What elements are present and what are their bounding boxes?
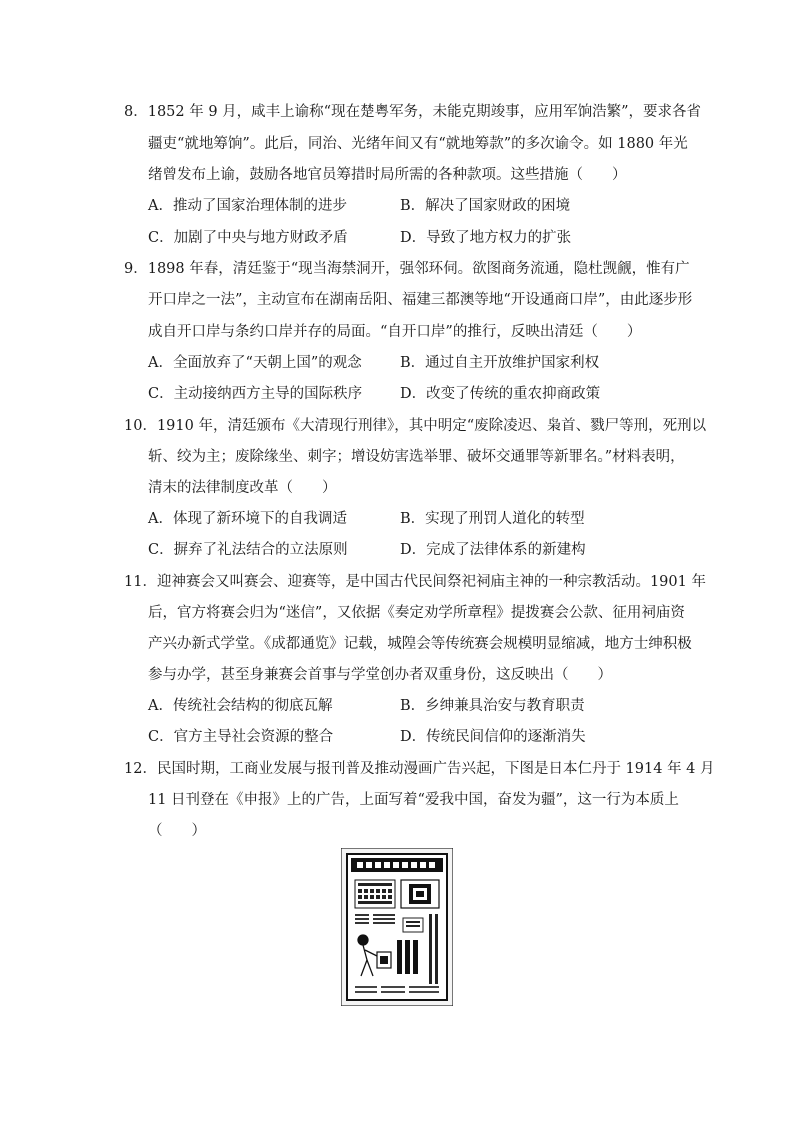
option-d: D．完成了法律体系的新建构: [400, 542, 586, 558]
option-c: C．官方主导社会资源的整合: [148, 729, 334, 745]
question-text: 8．1852 年 9 月，咸丰上谕称“现在楚粤军务，未能克期竣事，应用军饷浩繁”，要求各省: [124, 104, 702, 120]
question-text: 后，官方将赛会归为“迷信”，又依据《奏定劝学所章程》提拨赛会公款、征用祠庙资: [148, 605, 685, 621]
newspaper-ad-illustration: [341, 848, 453, 1006]
question-text: 疆吏“就地筹饷”。此后，同治、光绪年间又有“就地筹款”的多次谕令。如 1880 年光: [148, 136, 688, 152]
option-b: B．通过自主开放维护国家利权: [400, 355, 600, 371]
option-a: A．体现了新环境下的自我调适: [148, 511, 347, 527]
option-b: B．实现了刑罚人道化的转型: [400, 511, 585, 527]
question-text: 产兴办新式学堂。《成都通览》记载，城隍会等传统赛会规模明显缩减，地方士绅积极: [148, 636, 692, 652]
option-a: A．传统社会结构的彻底瓦解: [148, 698, 333, 714]
question-text: 开口岸之一法”，主动宣布在湖南岳阳、福建三都澳等地“开设通商口岸”，由此逐步形: [148, 292, 693, 308]
question-text: 绪曾发布上谕，鼓励各地官员筹措时局所需的各种款项。这些措施（ ）: [148, 167, 627, 183]
question-text: 11．迎神赛会又叫赛会、迎赛等，是中国古代民间祭祀祠庙主神的一种宗教活动。1901 年: [124, 574, 706, 590]
option-a: A．推动了国家治理体制的进步: [148, 198, 347, 214]
option-c: C．摒弃了礼法结合的立法原则: [148, 542, 348, 558]
question-text: （ ）: [148, 823, 206, 839]
option-c: C．加剧了中央与地方财政矛盾: [148, 230, 348, 246]
question-text: 参与办学，甚至身兼赛会首事与学堂创办者双重身份，这反映出（ ）: [148, 667, 612, 683]
option-a: A．全面放弃了“天朝上国”的观念: [148, 355, 362, 371]
question-text: 12．民国时期，工商业发展与报刊普及推动漫画广告兴起，下图是日本仁丹于 1914 年 4 月: [124, 761, 715, 777]
question-text: 9．1898 年春，清廷鉴于“现当海禁洞开，强邻环伺。欲图商务流通，隐杜觊觎，惟有广: [124, 261, 690, 277]
newspaper-ad-image: [341, 848, 453, 1006]
question-text: 清末的法律制度改革（ ）: [148, 480, 337, 496]
option-d: D．改变了传统的重农抑商政策: [400, 386, 601, 402]
question-text: 11 日刊登在《申报》上的广告，上面写着“爱我中国，奋发为疆”，这一行为本质上: [148, 792, 679, 808]
question-text: 10．1910 年，清廷颁布《大清现行刑律》，其中明定“废除凌迟、枭首、戮尸等刑，死刑以: [124, 418, 707, 434]
option-d: D．导致了地方权力的扩张: [400, 230, 572, 246]
option-b: B．解决了国家财政的困境: [400, 198, 571, 214]
question-text: 成自开口岸与条约口岸并存的局面。“自开口岸”的推行，反映出清廷（ ）: [148, 324, 642, 340]
option-b: B．乡绅兼具治安与教育职责: [400, 698, 585, 714]
option-c: C．主动接纳西方主导的国际秩序: [148, 386, 363, 402]
option-d: D．传统民间信仰的逐渐消失: [400, 729, 586, 745]
question-text: 斩、绞为主；废除缘坐、刺字；增设妨害选举罪、破坏交通罪等新罪名。”材料表明，: [148, 449, 685, 465]
